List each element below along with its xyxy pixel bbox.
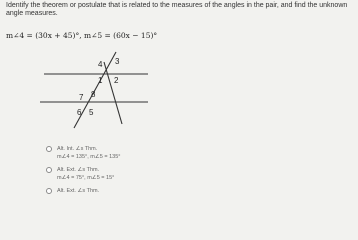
angle-label-7: 7 xyxy=(79,93,84,102)
angle-label-5: 5 xyxy=(89,108,94,117)
angle-label-2: 2 xyxy=(114,76,119,85)
choice-text xyxy=(57,146,121,161)
choice-theorem: Alt. Int. ∠s Thm. xyxy=(57,146,98,152)
angle-label-1: 1 xyxy=(98,76,103,85)
angle-equation: m∠4 = (30x + 45)°, m∠5 = (60x − 15)° xyxy=(6,31,158,40)
radio-button[interactable] xyxy=(46,188,52,194)
angle-label-6: 6 xyxy=(77,108,82,117)
answer-choice-c[interactable] xyxy=(46,188,206,202)
choice-theorem: Alt. Ext. ∠s Thm. xyxy=(57,188,100,194)
transversal-right xyxy=(104,62,122,124)
choice-measures: m∠4 = 135°, m∠5 = 135° xyxy=(57,154,121,160)
angle-label-4: 4 xyxy=(98,60,103,69)
choice-text xyxy=(57,188,99,196)
answer-choice-b[interactable] xyxy=(46,167,206,183)
radio-button[interactable] xyxy=(46,167,52,173)
angle-label-8: 8 xyxy=(91,90,96,99)
radio-button[interactable] xyxy=(46,146,52,152)
choice-theorem: Alt. Ext. ∠s Thm. xyxy=(57,167,100,173)
answer-choice-a[interactable] xyxy=(46,146,206,162)
choice-measures: m∠4 = 75°, m∠5 = 15° xyxy=(57,175,115,181)
question-prompt: Identify the theorem or postulate that is related to the measures of the angles in the pair, and find the unknown angle measures. xyxy=(6,2,348,17)
angle-label-3: 3 xyxy=(115,57,120,66)
choice-text xyxy=(57,167,114,182)
